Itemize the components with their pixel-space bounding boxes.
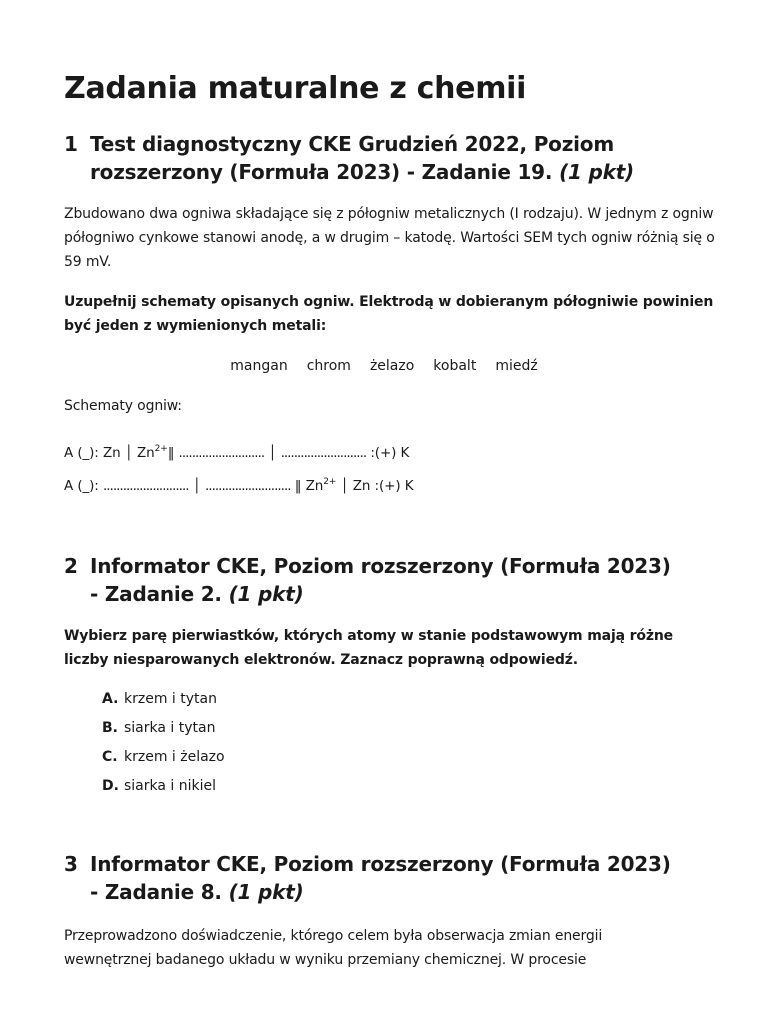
metal-item: chrom <box>306 358 351 374</box>
task-1-instruction: Uzupełnij schematy opisanych ogniw. Elektrodą w dobieranym półogniwie powinien być jeden z wymienionych metali: <box>64 294 714 334</box>
scheme-a-prefix: A (_): Zn <box>64 445 121 461</box>
option-text: siarka i nikiel <box>124 777 217 794</box>
option-text: krzem i tytan <box>124 690 217 707</box>
task-1-number: 1 <box>64 132 78 156</box>
task-1-intro: Zbudowano dwa ogniwa składające się z półogniw metalicznych (I rodzaju). W jednym z ogniw półogniwo cynkowe stanowi anodę, a w drugim – katodę. Wartości SEM tych ogniw różnią się o 59 mV. <box>64 206 715 270</box>
task-2-instruction: Wybierz parę pierwiastków, których atomy w stanie podstawowym mają różne liczby niesparowanych elektronów. Zaznacz poprawną odpowiedź. <box>64 628 674 668</box>
scheme-b-charge: 2+ <box>323 477 337 487</box>
metal-item: miedź <box>495 358 538 374</box>
metal-item: kobalt <box>433 358 477 374</box>
task-1-title <box>90 130 720 186</box>
schemes-label: Schematy ogniw: <box>64 398 182 414</box>
option-letter: C. <box>102 748 118 765</box>
option-text: siarka i tytan <box>124 719 216 736</box>
task-3-number: 3 <box>64 852 78 876</box>
task-2-source-line-1: Informator CKE, Poziom rozszerzony (Formuła 2023) <box>90 554 671 578</box>
task-1-source: Test diagnostyczny CKE Grudzień 2022, Poziom rozszerzony (Formuła 2023) - Zadanie 19. <box>90 132 614 184</box>
scheme-a-blank-2[interactable]: .......................... <box>280 445 367 461</box>
option-letter: B. <box>102 719 118 736</box>
task-3-heading <box>64 850 720 906</box>
scheme-a-charge: 2+ <box>154 444 168 454</box>
scheme-a-blank-1[interactable]: .......................... <box>178 445 265 461</box>
task-1-heading <box>64 130 720 186</box>
option-letter: D. <box>102 777 119 794</box>
cell-scheme-b: A (_): .......................... │ .......................... ‖ $Zn^{2+}$ │ Zn :(+) K <box>64 477 414 494</box>
task-2-options <box>102 684 720 800</box>
option-letter: A. <box>102 690 119 707</box>
task-1-points: (1 pkt) <box>559 160 635 184</box>
scheme-b-blank-1[interactable]: .......................... <box>102 478 189 494</box>
task-3-intro: Przeprowadzono doświadczenie, którego celem była obserwacja zmian energii wewnętrznej badanego układu w wyniku przemiany chemicznej. W procesie <box>64 928 603 968</box>
scheme-b-blank-2[interactable]: .......................... <box>204 478 291 494</box>
scheme-b-prefix: A (_): <box>64 478 99 494</box>
task-3-source-line-1: Informator CKE, Poziom rozszerzony (Formuła 2023) <box>90 852 671 876</box>
scheme-a-ion: Zn <box>137 445 155 461</box>
option-text: krzem i żelazo <box>124 748 225 765</box>
answer-option[interactable] <box>102 771 720 800</box>
task-3-source-line-2: - Zadanie 8. <box>90 880 222 904</box>
task-3-title <box>90 850 671 906</box>
scheme-a-suffix: :(+) K <box>370 445 410 461</box>
metals-list <box>64 354 704 378</box>
answer-option[interactable] <box>102 742 720 771</box>
answer-option[interactable] <box>102 713 720 742</box>
cell-scheme-a: A (_): Zn │ $Zn^{2+}‖$ .......................... │ .......................... :(+) K <box>64 444 410 461</box>
task-2-source-line-2: - Zadanie 2. <box>90 582 222 606</box>
metal-item: mangan <box>230 358 288 374</box>
task-2-points: (1 pkt) <box>228 582 304 606</box>
scheme-b-suffix: Zn :(+) K <box>352 478 414 494</box>
metal-item: żelazo <box>369 358 415 374</box>
scheme-b-ion: Zn <box>305 478 324 494</box>
task-2-number: 2 <box>64 554 78 578</box>
page-title: Zadania maturalne z chemii <box>64 71 527 106</box>
answer-option[interactable] <box>102 684 720 713</box>
task-2-heading <box>64 552 720 608</box>
task-3-points: (1 pkt) <box>228 880 304 904</box>
task-2-title <box>90 552 671 608</box>
